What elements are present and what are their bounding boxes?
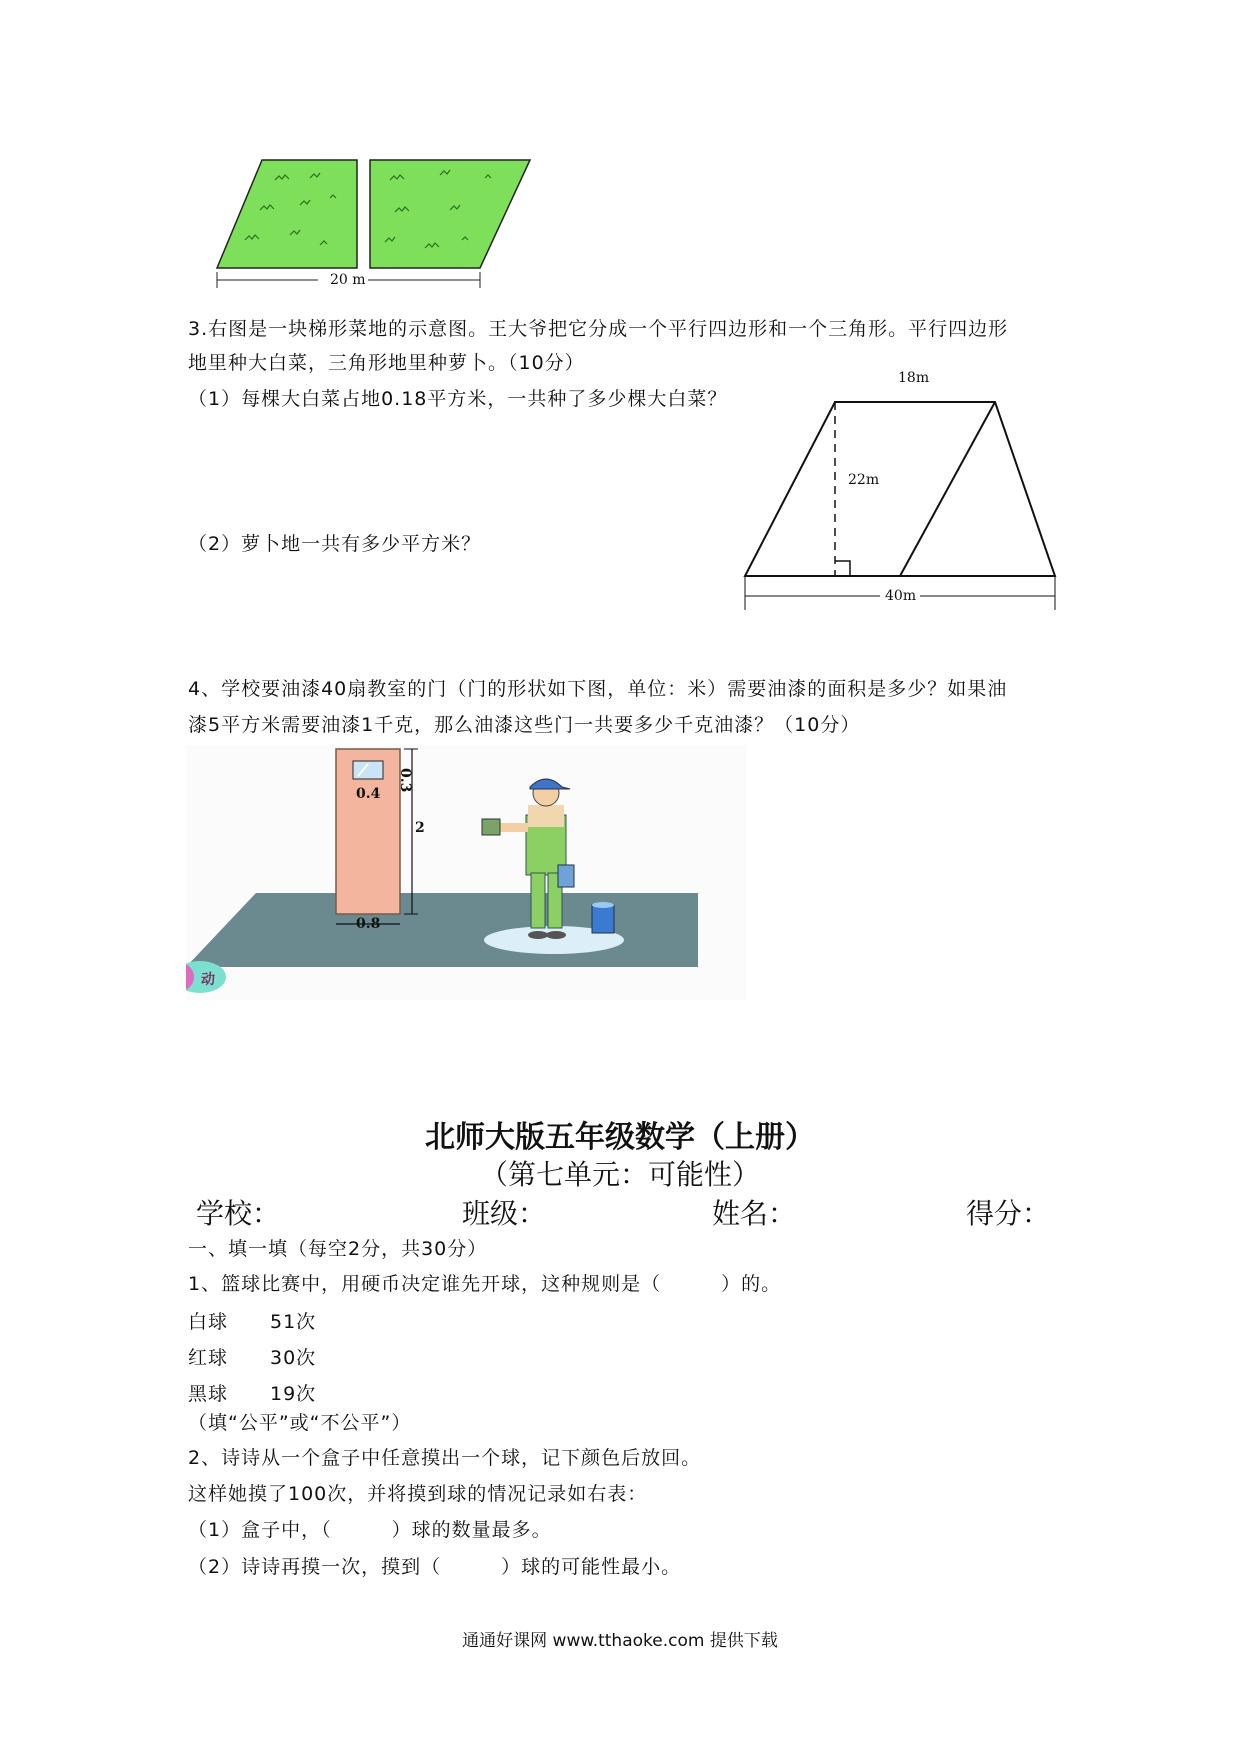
door-width-label: 0.8: [356, 916, 381, 932]
ball-count-red: 30次: [270, 1347, 317, 1369]
trapezoid-figure: [740, 370, 1070, 620]
problem4-text-line2: 漆5平方米需要油漆1千克，那么油漆这些门一共要多少千克油漆？（10分）: [188, 714, 861, 736]
trapezoid-bottom-label: 40m: [885, 588, 917, 604]
school-label: 学校：: [196, 1197, 281, 1230]
question2-line2: 这样她摸了100次，并将摸到球的情况记录如右表：: [188, 1483, 648, 1505]
problem3-text-line2: 地里种大白菜，三角形地里种萝卜。（10分）: [188, 352, 585, 374]
question1-text: 1、篮球比赛中，用硬币决定谁先开球，这种规则是（ ）的。: [188, 1273, 782, 1295]
class-label: 班级：: [462, 1197, 547, 1230]
trapezoid-height-label: 22m: [848, 472, 880, 488]
worksheet-subtitle: （第七单元：可能性）: [479, 1158, 760, 1191]
problem3-question1: （1）每棵大白菜占地0.18平方米，一共种了多少棵大白菜？: [188, 388, 728, 410]
activity-badge: 动: [201, 972, 215, 988]
footer-credit: 通通好课网 www.tthaoke.com 提供下载: [462, 1631, 778, 1651]
window-width-label: 0.4: [356, 786, 381, 802]
parallelogram-field-figure: [200, 150, 550, 300]
worksheet-title: 北师大版五年级数学（上册）: [425, 1120, 815, 1155]
score-label: 得分：: [966, 1197, 1051, 1230]
ball-color-black: 黑球: [188, 1383, 229, 1405]
question1-hint: （填“公平”或“不公平”）: [188, 1412, 412, 1434]
ball-color-white: 白球: [188, 1311, 229, 1333]
door-painting-illustration: [186, 745, 746, 1000]
door-height-label: 2: [415, 820, 425, 836]
ball-color-red: 红球: [188, 1347, 229, 1369]
ball-count-black: 19次: [270, 1383, 317, 1405]
ball-count-white: 51次: [270, 1311, 317, 1333]
name-label: 姓名：: [712, 1197, 797, 1230]
field-width-label: 20 m: [330, 272, 366, 288]
trapezoid-top-label: 18m: [898, 370, 930, 386]
problem4-text-line1: 4、学校要油漆40扇教室的门（门的形状如下图，单位：米）需要油漆的面积是多少？如果油: [188, 678, 1008, 700]
problem3-question2: （2）萝卜地一共有多少平方米？: [188, 533, 482, 555]
part1-heading: 一、填一填（每空2分，共30分）: [188, 1238, 488, 1260]
question2-line1: 2、诗诗从一个盒子中任意摸出一个球，记下颜色后放回。: [188, 1447, 702, 1469]
question2-sub1: （1）盒子中，（ ）球的数量最多。: [188, 1519, 552, 1541]
window-height-label: 0.3: [397, 768, 413, 793]
problem3-text-line1: 3.右图是一块梯形菜地的示意图。王大爷把它分成一个平行四边形和一个三角形。平行四边形: [188, 318, 1009, 340]
question2-sub2: （2）诗诗再摸一次，摸到（ ）球的可能性最小。: [188, 1556, 682, 1578]
